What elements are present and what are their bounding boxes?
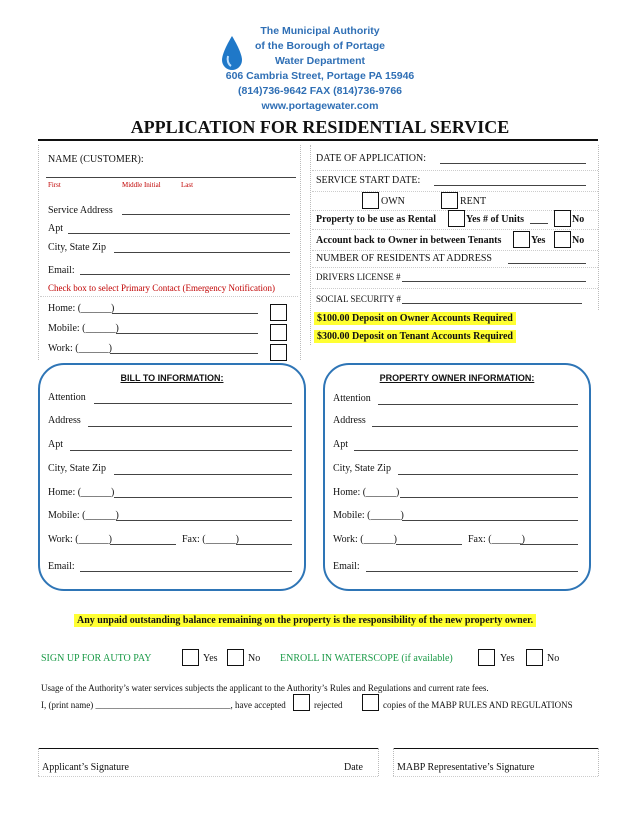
applicant-signature-label: Applicant’s Signature <box>42 762 129 773</box>
page-title: APPLICATION FOR RESIDENTIAL SERVICE <box>130 117 510 137</box>
own-label: OWN <box>381 196 405 207</box>
bill-work-label: Work: (______) <box>48 534 112 545</box>
bill-city-label: City, State Zip <box>48 463 106 474</box>
sig-border <box>598 748 599 776</box>
owner-work-label: Work: (______) <box>333 534 397 545</box>
sig-bottom <box>393 776 598 777</box>
owner-address-label: Address <box>333 415 366 426</box>
usage-text: Usage of the Authority’s water services subjects the applicant to the Authority’s Rules and Regulations and current rate fees. <box>41 683 489 693</box>
divider <box>312 229 598 230</box>
rejected-label: rejected <box>314 700 343 710</box>
mid-border <box>300 145 301 360</box>
rep-signature-line[interactable] <box>393 748 598 749</box>
bill-to-title: BILL TO INFORMATION: <box>120 373 224 383</box>
owner-fax-field[interactable] <box>520 544 578 545</box>
rejected-checkbox[interactable] <box>362 694 379 711</box>
print-name-line: I, (print name) ______________________________, have accepted <box>41 700 286 710</box>
residents-label: NUMBER OF RESIDENTS AT ADDRESS <box>316 253 492 264</box>
waterscope-label: ENROLL IN WATERSCOPE (if available) <box>280 653 453 664</box>
service-address-field[interactable] <box>122 214 290 215</box>
owner-home-label: Home: (______) <box>333 487 400 498</box>
owner-title: PROPERTY OWNER INFORMATION: <box>379 373 535 383</box>
email-field[interactable] <box>80 274 290 275</box>
rent-label: RENT <box>460 196 487 207</box>
drivers-license-label: DRIVERS LICENSE # <box>316 272 401 282</box>
owner-fax-label: Fax: (______) <box>468 534 525 545</box>
work-field[interactable] <box>110 353 258 354</box>
account-back-yes-label: Yes <box>531 235 546 246</box>
home-primary-checkbox[interactable] <box>270 304 287 321</box>
owner-work-field[interactable] <box>396 544 462 545</box>
divider <box>312 267 598 268</box>
rent-checkbox[interactable] <box>441 192 458 209</box>
bill-address-field[interactable] <box>88 426 292 427</box>
service-address-label: Service Address <box>48 205 113 216</box>
name-label: NAME (CUSTOMER): <box>48 154 144 165</box>
divider <box>312 250 598 251</box>
home-field[interactable] <box>112 313 258 314</box>
mid-border-2 <box>310 145 311 345</box>
bill-attention-field[interactable] <box>94 403 292 404</box>
owner-attention-label: Attention <box>333 393 371 404</box>
bill-address-label: Address <box>48 415 81 426</box>
bill-apt-field[interactable] <box>70 450 292 451</box>
service-start-field[interactable] <box>434 185 586 186</box>
bill-home-label: Home: (______) <box>48 487 115 498</box>
primary-contact-note: Check box to select Primary Contact (Emergency Notification) <box>48 283 276 293</box>
bill-fax-field[interactable] <box>236 544 292 545</box>
account-back-no-label: No <box>572 235 585 246</box>
bill-mobile-label: Mobile: (______) <box>48 510 119 521</box>
deposit-tenant-notice: $300.00 Deposit on Tenant Accounts Required <box>314 330 516 343</box>
divider <box>312 288 598 289</box>
middle-label: Middle Initial <box>122 181 161 189</box>
bill-mobile-field[interactable] <box>116 520 292 521</box>
service-start-label: SERVICE START DATE: <box>316 175 421 186</box>
social-security-field[interactable] <box>402 303 582 304</box>
bill-city-field[interactable] <box>114 474 292 475</box>
date-of-application-field[interactable] <box>440 163 586 164</box>
social-security-label: SOCIAL SECURITY # <box>316 294 401 304</box>
bill-attention-label: Attention <box>48 392 86 403</box>
apt-label: Apt <box>48 223 63 234</box>
unpaid-balance-notice: Any unpaid outstanding balance remaining on the property is the responsibility of the new property owner. <box>74 614 536 627</box>
date-label: Date <box>344 762 363 773</box>
copies-label: copies of the MABP RULES AND REGULATIONS <box>383 700 573 710</box>
org-website: www.portagewater.com <box>261 100 379 112</box>
bill-fax-label: Fax: (______) <box>182 534 239 545</box>
account-back-yes-checkbox[interactable] <box>513 231 530 248</box>
org-department: Water Department <box>274 55 366 67</box>
divider <box>40 296 298 297</box>
owner-apt-label: Apt <box>333 439 348 450</box>
residents-field[interactable] <box>508 263 586 264</box>
owner-email-label: Email: <box>333 561 360 572</box>
waterscope-no-label: No <box>547 653 560 664</box>
sig-border <box>393 748 394 776</box>
autopay-no-label: No <box>248 653 261 664</box>
accepted-checkbox[interactable] <box>293 694 310 711</box>
owner-email-field[interactable] <box>366 571 578 572</box>
org-name-line1: The Municipal Authority <box>260 25 380 37</box>
autopay-no-checkbox[interactable] <box>227 649 244 666</box>
owner-city-field[interactable] <box>398 474 578 475</box>
sig-border <box>38 748 39 776</box>
mobile-primary-checkbox[interactable] <box>270 324 287 341</box>
account-back-label: Account back to Owner in between Tenants <box>316 235 502 246</box>
autopay-yes-checkbox[interactable] <box>182 649 199 666</box>
autopay-yes-label: Yes <box>203 653 218 664</box>
work-label: Work: (______) <box>48 343 112 354</box>
home-label: Home: (______) <box>48 303 115 314</box>
owner-home-field[interactable] <box>400 497 578 498</box>
waterscope-no-checkbox[interactable] <box>526 649 543 666</box>
waterscope-yes-checkbox[interactable] <box>478 649 495 666</box>
city-label: City, State Zip <box>48 242 106 253</box>
units-field[interactable] <box>530 223 548 224</box>
right-border <box>598 145 599 310</box>
bill-email-label: Email: <box>48 561 75 572</box>
owner-address-field[interactable] <box>372 426 578 427</box>
sig-border <box>378 748 379 776</box>
drivers-license-field[interactable] <box>402 281 586 282</box>
date-of-application-label: DATE OF APPLICATION: <box>316 153 427 164</box>
title-rule <box>38 139 598 141</box>
own-checkbox[interactable] <box>362 192 379 209</box>
owner-apt-field[interactable] <box>354 450 578 451</box>
divider <box>312 170 598 171</box>
sig-bottom <box>38 776 378 777</box>
owner-city-label: City, State Zip <box>333 463 391 474</box>
mobile-field[interactable] <box>116 333 258 334</box>
org-phone-fax: (814)736-9642 FAX (814)736-9766 <box>237 85 403 97</box>
rental-no-label: No <box>572 214 585 225</box>
bill-apt-label: Apt <box>48 439 63 450</box>
org-address: 606 Cambria Street, Portage PA 15946 <box>225 70 415 82</box>
work-primary-checkbox[interactable] <box>270 344 287 361</box>
city-field[interactable] <box>114 252 290 253</box>
rep-signature-label: MABP Representative’s Signature <box>397 762 535 773</box>
org-name-line2: of the Borough of Portage <box>254 40 386 52</box>
rental-no-checkbox[interactable] <box>554 210 571 227</box>
left-border <box>38 145 39 360</box>
owner-mobile-field[interactable] <box>402 520 578 521</box>
waterscope-yes-label: Yes <box>500 653 515 664</box>
owner-mobile-label: Mobile: (______) <box>333 510 404 521</box>
first-label: First <box>48 181 61 189</box>
account-back-no-checkbox[interactable] <box>554 231 571 248</box>
last-label: Last <box>181 181 194 189</box>
mobile-label: Mobile: (______) <box>48 323 119 334</box>
applicant-signature-line[interactable] <box>38 748 378 749</box>
bill-work-field[interactable] <box>110 544 176 545</box>
rental-label: Property to be use as Rental <box>316 214 437 225</box>
letterhead <box>190 24 450 114</box>
autopay-label: SIGN UP FOR AUTO PAY <box>41 653 152 664</box>
bill-home-field[interactable] <box>114 497 292 498</box>
yes-units-label: Yes # of Units <box>466 214 525 225</box>
apt-field[interactable] <box>68 233 290 234</box>
name-field[interactable] <box>46 177 296 178</box>
deposit-owner-notice: $100.00 Deposit on Owner Accounts Required <box>314 312 516 325</box>
bill-email-field[interactable] <box>80 571 292 572</box>
email-label: Email: <box>48 265 75 276</box>
owner-attention-field[interactable] <box>378 404 578 405</box>
rental-yes-checkbox[interactable] <box>448 210 465 227</box>
